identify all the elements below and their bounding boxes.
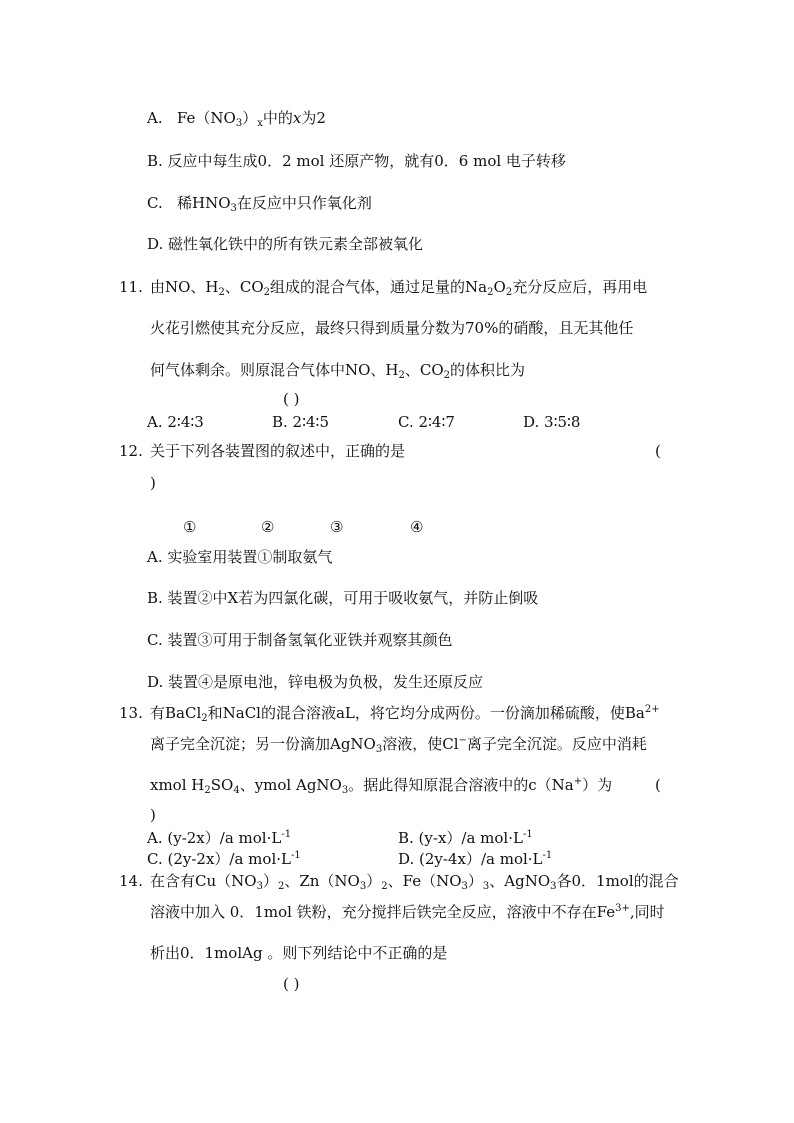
q13-stem-line1: 有BaCl$_2$和NaCl的混合溶液aL，将它均分成两份。一份滴加稀硫酸，使$Ba^{2+}$ xyxy=(150,704,660,724)
q11-option-a: A. 2∶4∶3 xyxy=(147,413,204,431)
q13-stem-line3: xmol $H_2SO_4$、ymol AgNO$_3$。据此得知原混合溶液中的c（Na+）为 xyxy=(150,776,613,796)
q14-stem-line1: 在含有$Cu(NO_3)_2$、$Zn(NO_3)_2$、$Fe(NO_3)_3$、AgNO$_3$各0．1mol的混合 xyxy=(150,872,679,892)
q11-option-b: B. 2∶4∶5 xyxy=(272,413,329,431)
q10-option-b: B. 反应中每生成0．2 mol 还原产物，就有0．6 mol 电子转移 xyxy=(147,152,566,170)
q13-number: 13. xyxy=(119,704,143,722)
q14-stem-line2: 溶液中加入 0．1mol 铁粉，充分搅拌后铁完全反应，溶液中不存在$Fe^{3+}$,同时 xyxy=(150,903,665,921)
q14-stem-line3: 析出0．1molAg 。则下列结论中不正确的是 xyxy=(150,944,448,962)
q12-option-b: B. 装置②中X若为四氯化碳，可用于吸收氨气，并防止倒吸 xyxy=(147,589,539,607)
q11-number: 11. xyxy=(119,278,143,296)
q11-stem-line3: 何气体剩余。则原混合气体中NO、$H_2$、$CO_2$的体积比为 xyxy=(150,361,526,381)
q12-option-a: A. 实验室用装置①制取氨气 xyxy=(147,548,333,566)
q13-option-b: B. (y-x）/a $mol\cdot L^{-1}$ xyxy=(398,829,533,847)
q10-option-a: A. $Fe(NO_3)_x$中的x为2 xyxy=(147,109,326,129)
q13-paren-open: ( xyxy=(655,776,661,794)
q10-option-d: D. 磁性氧化铁中的所有铁元素全部被氧化 xyxy=(147,235,424,253)
q11-option-c: C. 2∶4∶7 xyxy=(398,413,455,431)
q11-option-d: D. 3∶5∶8 xyxy=(523,413,581,431)
q11-stem-line1: 由NO、$H_2$、$CO_2$组成的混合气体，通过足量的$Na_2O_2$充分反应后，再用电 xyxy=(150,278,648,298)
q13-option-a: A. (y-2x）/a $mol\cdot L^{-1}$ xyxy=(147,829,292,847)
q10-option-c: C. 稀$HNO_3$在反应中只作氧化剂 xyxy=(147,194,372,214)
q12-apparatus-label-1: ① xyxy=(183,518,197,536)
q12-apparatus-label-2: ② xyxy=(261,518,275,536)
q14-number: 14. xyxy=(119,872,143,890)
q13-option-d: D. (2y-4x）/a $mol\cdot L^{-1}$ xyxy=(398,850,553,868)
q12-paren-close: ) xyxy=(150,474,156,492)
q12-apparatus-label-3: ③ xyxy=(330,518,344,536)
q12-option-d: D. 装置④是原电池，锌电极为负极，发生还原反应 xyxy=(147,673,484,691)
q13-option-c: C. (2y-2x）/a $mol\cdot L^{-1}$ xyxy=(147,850,301,868)
q11-answer-paren: ( ) xyxy=(283,390,300,408)
q12-number: 12. xyxy=(119,442,143,460)
q12-stem: 关于下列各装置图的叙述中，正确的是 xyxy=(150,442,406,460)
q11-stem-line2: 火花引燃使其充分反应，最终只得到质量分数为70%的硝酸，且无其他任 xyxy=(150,319,634,337)
q12-apparatus-label-4: ④ xyxy=(410,518,424,536)
q13-paren-close: ) xyxy=(150,806,156,824)
q12-option-c: C. 装置③可用于制备氢氧化亚铁并观察其颜色 xyxy=(147,631,453,649)
q14-answer-paren: ( ) xyxy=(283,975,300,993)
q12-paren-open: ( xyxy=(655,442,661,460)
q13-stem-line2: 离子完全沉淀；另一份滴加AgNO$_3$溶液，使Cl−离子完全沉淀。反应中消耗 xyxy=(150,735,647,755)
